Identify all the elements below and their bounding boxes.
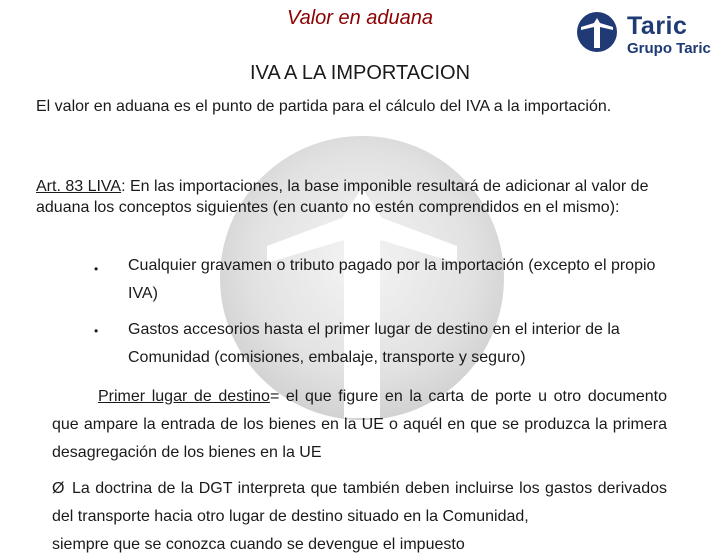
dgt-text: La doctrina de la DGT interpreta que también deben incluirse los gastos derivados del transporte hacia otro lugar de destino situado en la Comunidad, — [52, 480, 667, 525]
main-title: IVA A LA IMPORTACION — [249, 62, 471, 84]
bullet-marker: • — [94, 262, 99, 276]
article-reference: Art. 83 LIVA — [36, 178, 122, 195]
article-paragraph — [36, 176, 676, 218]
destino-term: Primer lugar de destino — [98, 388, 270, 405]
destino-paragraph — [52, 383, 667, 467]
cut-off-line: siempre que se conozca cuando se devengue el impuesto — [52, 536, 465, 553]
bullet-item: Gastos accesorios hasta el primer lugar de destino en el interior de la Comunidad (comisiones, embalaje, transporte y seguro) — [128, 321, 620, 366]
intro-paragraph: El valor en aduana es el punto de partida para el cálculo del IVA a la importación. — [36, 98, 612, 115]
arrow-bullet-icon: Ø — [52, 480, 65, 497]
logo-subtitle: Grupo Taric — [627, 40, 711, 57]
destino-text: = el que figure en la carta de porte u otro documento que ampare la entrada de los bienes en la UE o aquél en que se produzca la primera desagregación de los bienes en la UE — [52, 388, 667, 461]
bullet-item: Cualquier gravamen o tributo pagado por la importación (excepto el propio IVA) — [128, 257, 656, 302]
taric-logo — [575, 10, 720, 55]
bullet-marker: • — [94, 324, 99, 338]
taric-logo-icon — [575, 10, 619, 54]
logo-name: Taric — [627, 12, 688, 40]
dgt-paragraph — [52, 475, 667, 531]
header-title: Valor en aduana — [286, 7, 434, 29]
article-text: : En las importaciones, la base imponible resultará de adicionar al valor de aduana los conceptos siguientes (en cuanto no estén comprendidos en el mismo): — [36, 178, 649, 216]
